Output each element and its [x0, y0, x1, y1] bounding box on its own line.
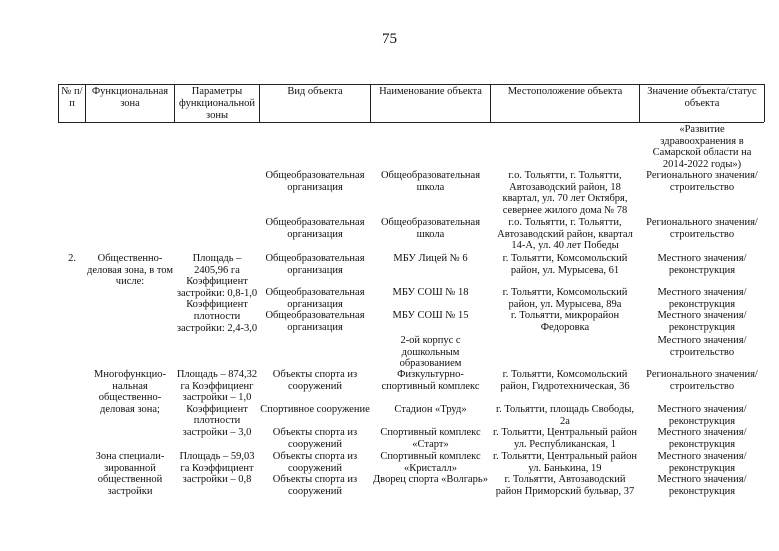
- status-cell: Местного значения/ реконструкция: [657, 451, 747, 474]
- location-cell: г.о. Тольятти, г. Тольятти, Автозаводский район, квартал 14-А, ул. 40 лет Победы: [497, 217, 633, 252]
- object-type-cell: Объекты спорта из сооружений: [272, 369, 358, 392]
- header-functional-zone: Функциональная зона: [91, 86, 169, 109]
- object-name-cell: МБУ СОШ № 15: [392, 310, 469, 321]
- object-type-cell: Общеобразовательная организация: [265, 310, 365, 333]
- status-cell: Местного значения/ реконструкция: [657, 404, 747, 427]
- column-divider: [764, 84, 765, 122]
- object-name-cell: МБУ Лицей № 6: [393, 253, 468, 264]
- status-cell: Регионального значения/ строительство: [646, 217, 758, 240]
- object-type-cell: Общеобразовательная организация: [265, 170, 365, 193]
- object-type-cell: Общеобразовательная организация: [265, 287, 365, 310]
- functional-zone-cell: Многофункцио-нальная общественно-деловая зона;: [94, 369, 166, 415]
- object-name-cell: Общеобразовательная школа: [380, 217, 481, 240]
- object-name-cell: МБУ СОШ № 18: [392, 287, 469, 298]
- header-zone-parameters: Параметры функциональной зоны: [179, 86, 255, 121]
- functional-zone-cell: Зона специали-зированной общественной застройки: [95, 451, 165, 497]
- object-name-cell: Стадион «Труд»: [394, 404, 467, 415]
- zone-parameters-cell: Площадь – 874,32 га Коэффициенг застройки – 1,0 Коэффициент плотности застройки – 3,0: [176, 369, 258, 438]
- object-type-cell: Объекты спорта из сооружений: [272, 451, 358, 474]
- functional-zone-cell: Общественно-деловая зона, в том числе:: [86, 253, 174, 288]
- status-cell: Местного значения/ реконструкция: [657, 474, 747, 497]
- location-cell: г. Тольятти, площадь Свободы, 2а: [495, 404, 635, 427]
- object-type-cell: Общеобразовательная организация: [265, 217, 365, 240]
- location-cell: г.о. Тольятти, г. Тольятти, Автозаводский район, 18 квартал, ул. 70 лет Октября, севернее жилого дома № 78: [502, 170, 628, 216]
- status-cell: Регионального значения/ строительство: [646, 369, 758, 392]
- status-cell: Регионального значения/ строительство: [646, 170, 758, 193]
- header-object-type: Вид объекта: [287, 86, 343, 97]
- header-number: № п/п: [61, 86, 83, 109]
- object-type-cell: Общеобразовательная организация: [265, 253, 365, 276]
- object-name-cell: Спортивный комплекс «Старт»: [380, 427, 481, 450]
- zone-parameters-cell: Площадь – 2405,96 га Коэффициент застройки: 0,8-1,0 Коэффициент плотности застройки: 2,4-3,0: [176, 253, 258, 334]
- object-name-cell: Физкультурно-спортивный комплекс: [381, 369, 480, 392]
- header-object-status: Значение объекта/статус объекта: [647, 86, 757, 109]
- zone-parameters-cell: Площадь – 59,03 га Коэффициент застройки – 0,8: [179, 451, 255, 486]
- object-name-cell: 2-ой корпус с дошкольным образованием: [399, 335, 462, 370]
- status-cell: Местного значения/ реконструкция: [657, 310, 747, 333]
- location-cell: г. Тольятти, Комсомольский район, ул. Мурысева, 89а: [502, 287, 628, 310]
- location-cell: г. Тольятти, Центральный район ул. Банькина, 19: [493, 451, 637, 474]
- location-cell: г. Тольятти, Автозаводский район Приморский бульвар, 37: [495, 474, 635, 497]
- location-cell: г. Тольятти, Комсомольский район, ул. Мурысева, 61: [502, 253, 628, 276]
- page-number: 75: [382, 31, 397, 47]
- object-type-cell: Объекты спорта из сооружений: [272, 427, 358, 450]
- object-name-cell: Спортивный комплекс «Кристалл»: [380, 451, 481, 474]
- status-cell: Местного значения/ реконструкция: [657, 427, 747, 450]
- location-cell: г. Тольятти, микрорайон Федоровка: [510, 310, 620, 333]
- row-number-cell: 2.: [68, 253, 76, 264]
- location-cell: г. Тольятти, Комсомольский район, Гидротехническая, 36: [500, 369, 630, 392]
- status-cell: Местного значения/ реконструкция: [657, 287, 747, 310]
- status-cell: «Развитие здравоохранения в Самарской области на 2014-2022 годы»): [652, 124, 752, 170]
- object-type-cell: Спортивное сооружение: [260, 404, 370, 415]
- header-object-name: Наименование объекта: [379, 86, 482, 97]
- header-object-location: Местоположение объекта: [507, 86, 623, 97]
- object-type-cell: Объекты спорта из сооружений: [272, 474, 358, 497]
- status-cell: Местного значения/ строительство: [657, 335, 747, 358]
- location-cell: г. Тольятти, Центральный район ул. Республиканская, 1: [493, 427, 637, 450]
- object-name-cell: Дворец спорта «Волгарь»: [373, 474, 488, 485]
- status-cell: Местного значения/ реконструкция: [657, 253, 747, 276]
- object-name-cell: Общеобразовательная школа: [380, 170, 481, 193]
